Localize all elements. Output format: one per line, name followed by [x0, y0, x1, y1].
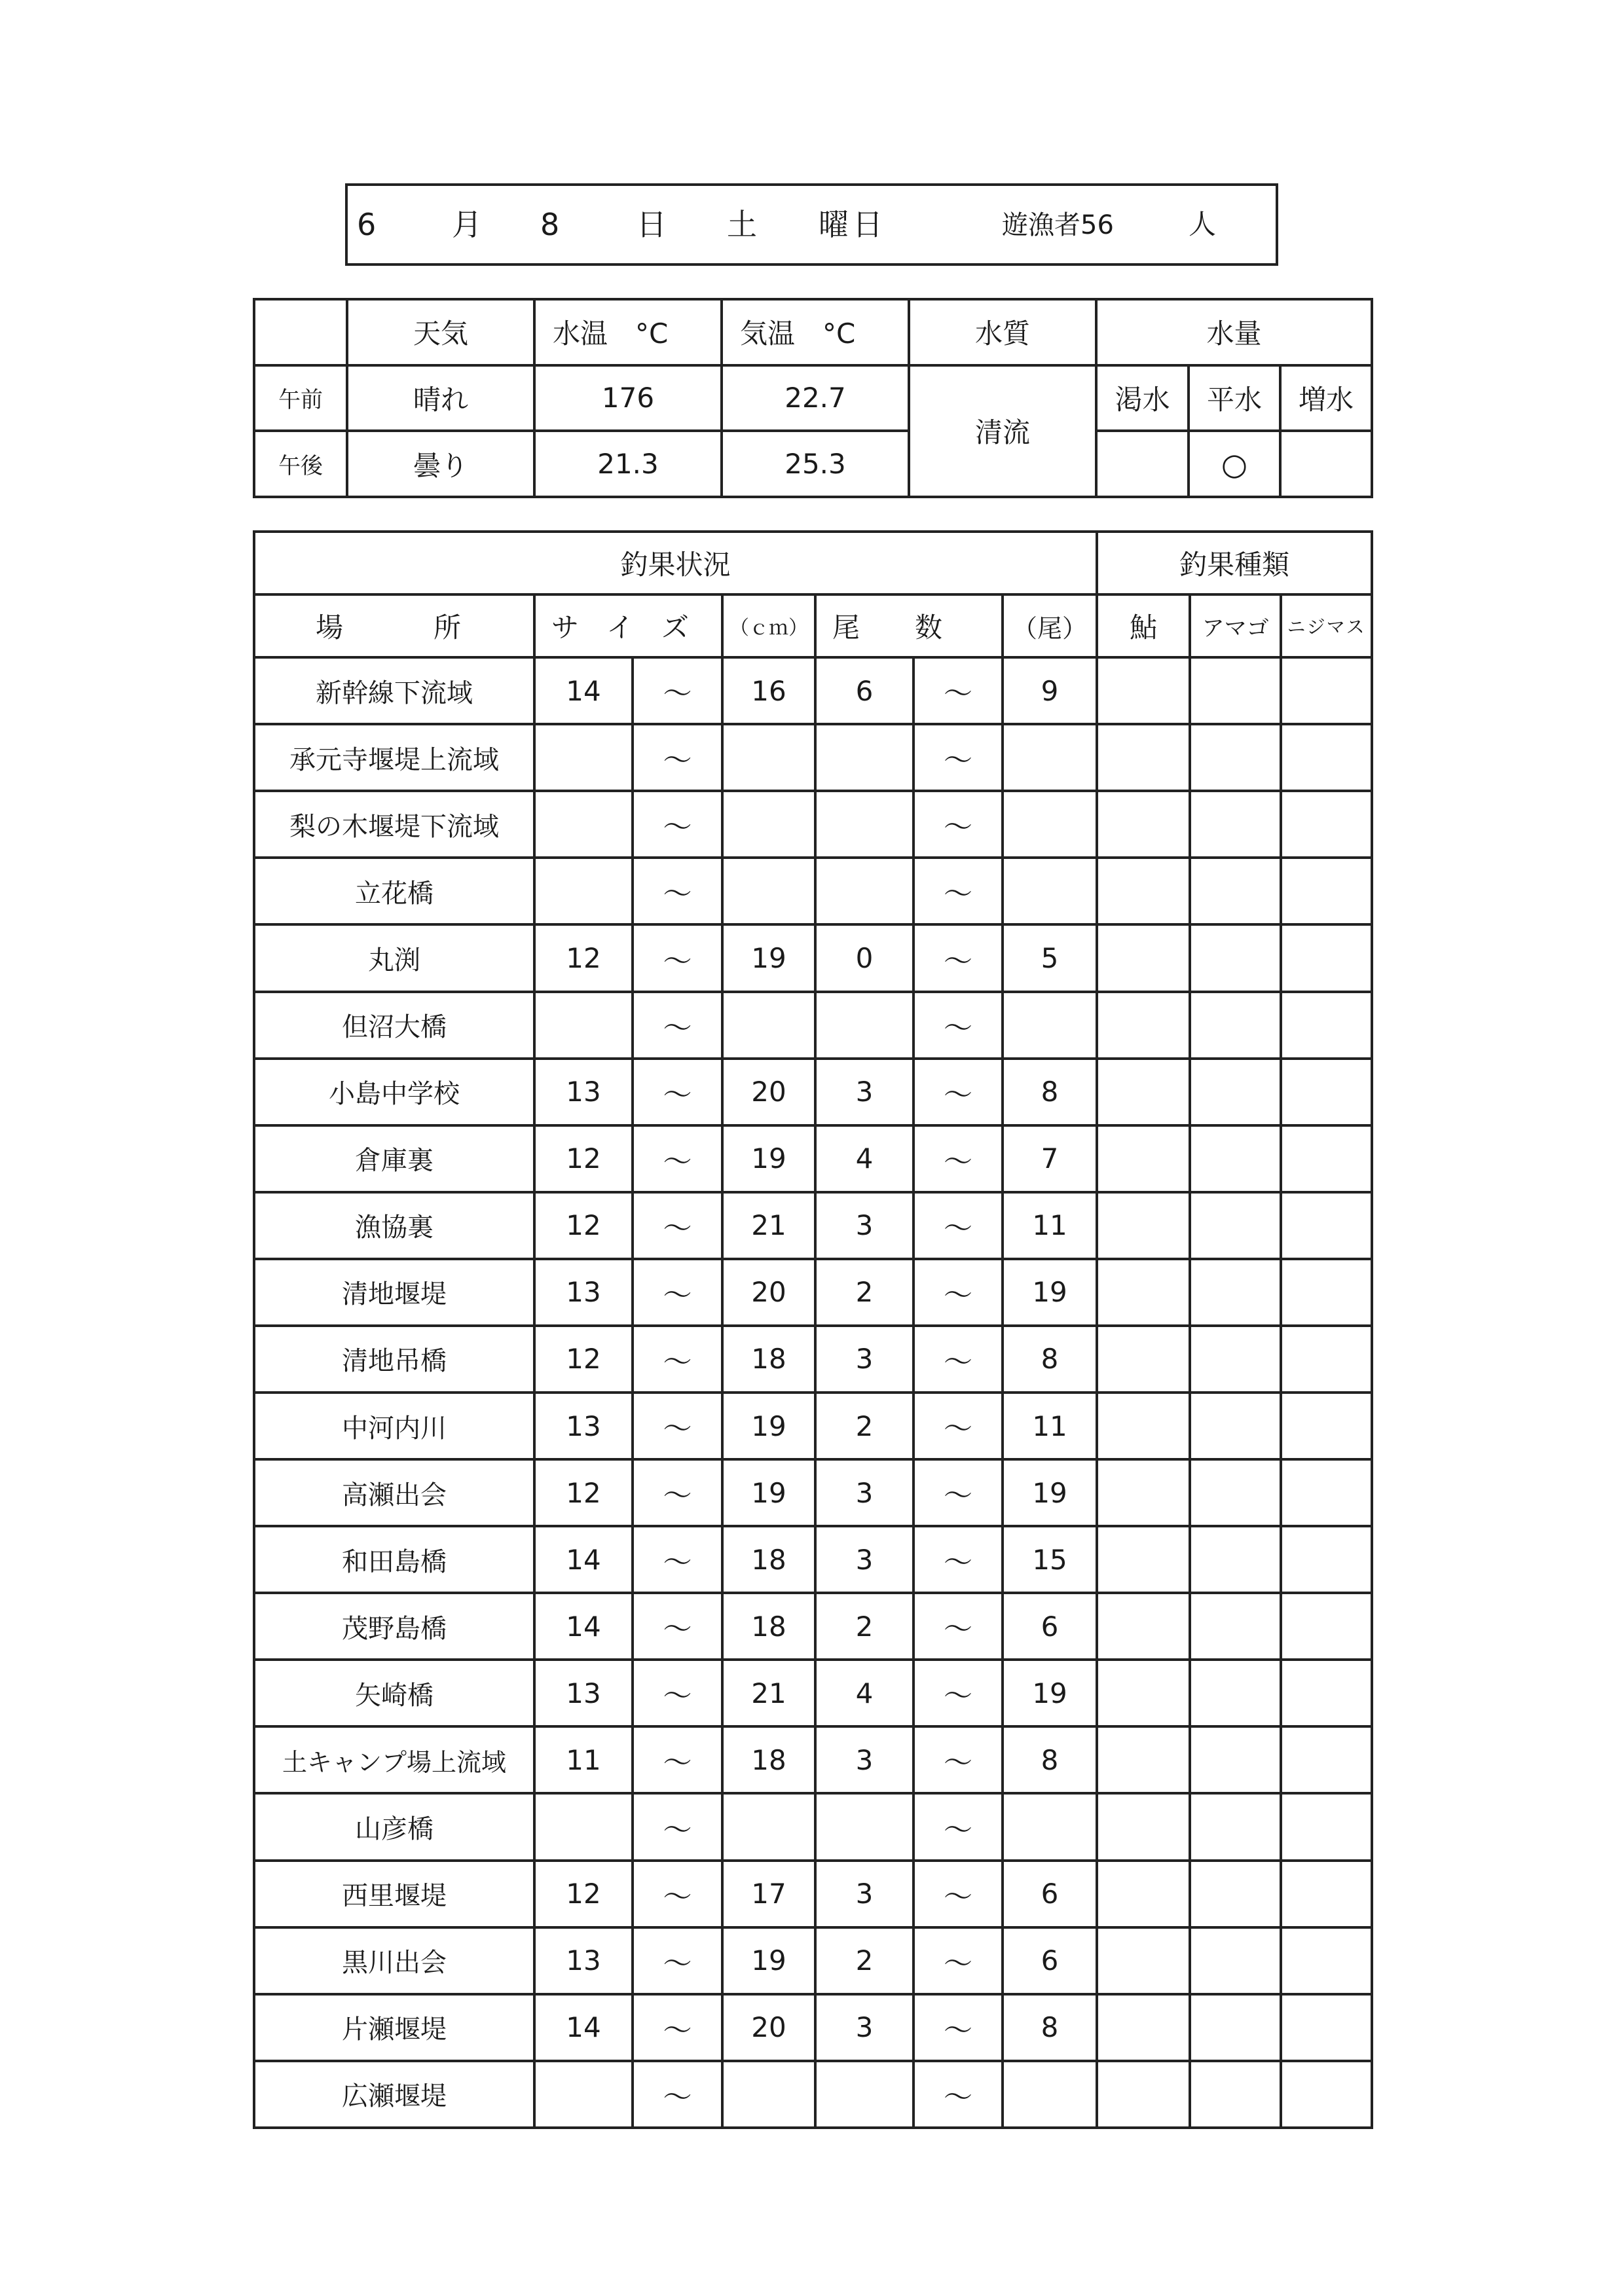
species-amago-cell: [1190, 1660, 1281, 1726]
species-nijimasu-cell: [1281, 1927, 1372, 1994]
volume-normal-label: 平水: [1189, 365, 1280, 431]
species-amago-cell: [1190, 1526, 1281, 1593]
count-max-cell: 6: [1003, 1593, 1097, 1660]
place-cell: 黒川出会: [254, 1927, 534, 1994]
size-max-cell: 20: [722, 1259, 815, 1326]
am-air-temp: 22.7: [722, 365, 909, 431]
place-cell: 倉庫裏: [254, 1125, 534, 1192]
count-range-tilde: 〜: [913, 1994, 1003, 2061]
col-size-unit: （ｃｍ）: [722, 594, 815, 657]
count-range-tilde: 〜: [913, 1059, 1003, 1125]
species-amago-cell: [1190, 1326, 1281, 1393]
count-max-cell: 11: [1003, 1192, 1097, 1259]
size-min-cell: 12: [534, 924, 633, 991]
count-range-tilde: 〜: [913, 1861, 1003, 1927]
species-ayu-cell: [1097, 1059, 1190, 1125]
place-cell: 高瀬出会: [254, 1459, 534, 1526]
pm-weather: 曇り: [347, 431, 534, 497]
species-nijimasu-cell: [1281, 924, 1372, 991]
size-min-cell: 12: [534, 1459, 633, 1526]
count-max-cell: 19: [1003, 1259, 1097, 1326]
count-min-cell: [815, 1793, 913, 1860]
place-cell: 中河内川: [254, 1393, 534, 1459]
species-ayu-cell: [1097, 1593, 1190, 1660]
catch-status-header: 釣果状況: [254, 532, 1097, 594]
anglers-unit: 人: [1189, 208, 1217, 240]
count-max-cell: 8: [1003, 1059, 1097, 1125]
count-max-cell: 19: [1003, 1660, 1097, 1726]
size-range-tilde: 〜: [633, 1994, 722, 2061]
size-min-cell: 14: [534, 1994, 633, 2061]
species-nijimasu-cell: [1281, 791, 1372, 858]
table-row: [254, 924, 1372, 991]
species-nijimasu-cell: [1281, 1593, 1372, 1660]
table-row: [254, 992, 1372, 1059]
table-row: [254, 1059, 1372, 1125]
species-ayu-cell: [1097, 1793, 1190, 1860]
place-cell: 梨の木堰堤下流域: [254, 791, 534, 858]
species-amago-cell: [1190, 1259, 1281, 1326]
size-max-cell: 18: [722, 1726, 815, 1793]
count-max-cell: [1003, 858, 1097, 924]
catch-species-header: 釣果種類: [1097, 532, 1372, 594]
species-amago-cell: [1190, 1393, 1281, 1459]
table-row: [254, 724, 1372, 791]
table-row: [254, 1726, 1372, 1793]
species-amago-cell: [1190, 1059, 1281, 1125]
species-nijimasu-cell: [1281, 1459, 1372, 1526]
size-min-cell: [534, 2061, 633, 2128]
weekday-value: 土: [727, 207, 757, 242]
place-cell: 承元寺堰堤上流域: [254, 724, 534, 791]
count-range-tilde: 〜: [913, 1593, 1003, 1660]
count-max-cell: 6: [1003, 1927, 1097, 1994]
species-nijimasu-cell: [1281, 858, 1372, 924]
col-volume-header: 水量: [1096, 299, 1372, 365]
species-ayu-cell: [1097, 1326, 1190, 1393]
species-nijimasu-cell: [1281, 1994, 1372, 2061]
place-cell: 漁協裏: [254, 1192, 534, 1259]
count-max-cell: 19: [1003, 1459, 1097, 1526]
count-min-cell: 3: [815, 1526, 913, 1593]
count-range-tilde: 〜: [913, 657, 1003, 724]
count-range-tilde: 〜: [913, 2061, 1003, 2128]
size-range-tilde: 〜: [633, 791, 722, 858]
size-min-cell: [534, 1793, 633, 1860]
am-weather: 晴れ: [347, 365, 534, 431]
table-row: [254, 657, 1372, 724]
volume-low-label: 渇水: [1096, 365, 1189, 431]
size-max-cell: [722, 992, 815, 1059]
size-min-cell: 13: [534, 1059, 633, 1125]
volume-high-label: 増水: [1280, 365, 1372, 431]
species-nijimasu-cell: [1281, 1192, 1372, 1259]
size-max-cell: [722, 724, 815, 791]
am-label: 午前: [254, 365, 347, 431]
count-max-cell: 8: [1003, 1326, 1097, 1393]
species-ayu-cell: [1097, 1259, 1190, 1326]
count-min-cell: 3: [815, 1861, 913, 1927]
species-amago-cell: [1190, 1994, 1281, 2061]
place-cell: 茂野島橋: [254, 1593, 534, 1660]
count-max-cell: 5: [1003, 924, 1097, 991]
count-min-cell: 3: [815, 1326, 913, 1393]
weather-corner-cell: [254, 299, 347, 365]
col-size-header: サ イ ズ: [534, 594, 722, 657]
count-range-tilde: 〜: [913, 1125, 1003, 1192]
place-cell: 清地吊橋: [254, 1326, 534, 1393]
size-range-tilde: 〜: [633, 858, 722, 924]
species-ayu-cell: [1097, 1660, 1190, 1726]
count-min-cell: [815, 992, 913, 1059]
place-cell: 広瀬堰堤: [254, 2061, 534, 2128]
size-range-tilde: 〜: [633, 657, 722, 724]
size-range-tilde: 〜: [633, 924, 722, 991]
size-max-cell: 19: [722, 1125, 815, 1192]
species-amago-header: アマゴ: [1190, 594, 1281, 657]
species-ayu-cell: [1097, 2061, 1190, 2128]
species-ayu-cell: [1097, 1526, 1190, 1593]
species-amago-cell: [1190, 1593, 1281, 1660]
count-min-cell: 2: [815, 1927, 913, 1994]
size-min-cell: 12: [534, 1125, 633, 1192]
size-min-cell: [534, 992, 633, 1059]
size-min-cell: 13: [534, 1660, 633, 1726]
count-max-cell: 15: [1003, 1526, 1097, 1593]
water-quality-value: 清流: [909, 365, 1096, 497]
species-nijimasu-header: ニジマス: [1281, 594, 1372, 657]
size-range-tilde: 〜: [633, 1059, 722, 1125]
volume-low-mark: [1096, 431, 1189, 497]
species-nijimasu-cell: [1281, 724, 1372, 791]
size-max-cell: 20: [722, 1994, 815, 2061]
pm-label: 午後: [254, 431, 347, 497]
species-ayu-cell: [1097, 1861, 1190, 1927]
species-ayu-cell: [1097, 924, 1190, 991]
count-min-cell: [815, 2061, 913, 2128]
size-range-tilde: 〜: [633, 1393, 722, 1459]
count-min-cell: 3: [815, 1994, 913, 2061]
species-ayu-cell: [1097, 858, 1190, 924]
species-ayu-cell: [1097, 1927, 1190, 1994]
volume-normal-mark: ○: [1189, 431, 1280, 497]
size-range-tilde: 〜: [633, 1192, 722, 1259]
species-ayu-cell: [1097, 657, 1190, 724]
table-row: [254, 1125, 1372, 1192]
count-range-tilde: 〜: [913, 1526, 1003, 1593]
place-cell: 西里堰堤: [254, 1861, 534, 1927]
table-row: [254, 1192, 1372, 1259]
size-max-cell: 20: [722, 1059, 815, 1125]
count-max-cell: [1003, 2061, 1097, 2128]
species-amago-cell: [1190, 924, 1281, 991]
species-ayu-cell: [1097, 1459, 1190, 1526]
count-min-cell: 0: [815, 924, 913, 991]
species-nijimasu-cell: [1281, 1326, 1372, 1393]
table-row: [254, 1393, 1372, 1459]
species-nijimasu-cell: [1281, 992, 1372, 1059]
place-cell: 和田島橋: [254, 1526, 534, 1593]
count-min-cell: 3: [815, 1192, 913, 1259]
size-range-tilde: 〜: [633, 1927, 722, 1994]
size-max-cell: 21: [722, 1660, 815, 1726]
size-range-tilde: 〜: [633, 2061, 722, 2128]
place-cell: 新幹線下流域: [254, 657, 534, 724]
size-range-tilde: 〜: [633, 1593, 722, 1660]
count-max-cell: 8: [1003, 1726, 1097, 1793]
species-ayu-cell: [1097, 1994, 1190, 2061]
count-min-cell: [815, 724, 913, 791]
species-nijimasu-cell: [1281, 1660, 1372, 1726]
pm-air-temp: 25.3: [722, 431, 909, 497]
size-min-cell: [534, 858, 633, 924]
species-ayu-cell: [1097, 992, 1190, 1059]
size-min-cell: 12: [534, 1326, 633, 1393]
species-amago-cell: [1190, 1861, 1281, 1927]
size-max-cell: [722, 2061, 815, 2128]
anglers-label: 遊漁者56: [1002, 210, 1114, 240]
col-quality-header: 水質: [909, 299, 1096, 365]
count-range-tilde: 〜: [913, 858, 1003, 924]
count-range-tilde: 〜: [913, 924, 1003, 991]
table-row: [254, 1660, 1372, 1726]
col-weather-header: 天気: [347, 299, 534, 365]
size-min-cell: 12: [534, 1861, 633, 1927]
place-cell: 立花橋: [254, 858, 534, 924]
species-nijimasu-cell: [1281, 1793, 1372, 1860]
species-amago-cell: [1190, 1927, 1281, 1994]
species-nijimasu-cell: [1281, 1259, 1372, 1326]
count-range-tilde: 〜: [913, 1259, 1003, 1326]
species-ayu-cell: [1097, 1393, 1190, 1459]
species-amago-cell: [1190, 2061, 1281, 2128]
place-cell: 山彦橋: [254, 1793, 534, 1860]
place-cell: 丸渕: [254, 924, 534, 991]
place-cell: 土キャンプ場上流域: [254, 1726, 534, 1793]
species-ayu-cell: [1097, 1726, 1190, 1793]
species-nijimasu-cell: [1281, 1393, 1372, 1459]
table-row: [254, 791, 1372, 858]
count-range-tilde: 〜: [913, 724, 1003, 791]
count-range-tilde: 〜: [913, 1660, 1003, 1726]
species-nijimasu-cell: [1281, 657, 1372, 724]
species-nijimasu-cell: [1281, 1526, 1372, 1593]
species-ayu-header: 鮎: [1097, 594, 1190, 657]
species-amago-cell: [1190, 1459, 1281, 1526]
species-nijimasu-cell: [1281, 1059, 1372, 1125]
place-cell: 小島中学校: [254, 1059, 534, 1125]
species-amago-cell: [1190, 1192, 1281, 1259]
count-max-cell: 6: [1003, 1861, 1097, 1927]
species-ayu-cell: [1097, 1125, 1190, 1192]
table-row: [254, 1593, 1372, 1660]
size-max-cell: 19: [722, 1393, 815, 1459]
col-air-temp-header: 気温 °C: [722, 299, 909, 365]
size-min-cell: 13: [534, 1927, 633, 1994]
place-cell: 片瀬堰堤: [254, 1994, 534, 2061]
count-range-tilde: 〜: [913, 1927, 1003, 1994]
species-amago-cell: [1190, 858, 1281, 924]
size-range-tilde: 〜: [633, 992, 722, 1059]
species-ayu-cell: [1097, 1192, 1190, 1259]
size-max-cell: 16: [722, 657, 815, 724]
species-amago-cell: [1190, 1726, 1281, 1793]
size-range-tilde: 〜: [633, 1861, 722, 1927]
date-header-box: [345, 183, 1278, 266]
size-range-tilde: 〜: [633, 1793, 722, 1860]
species-amago-cell: [1190, 724, 1281, 791]
weekday-label: 曜日: [819, 207, 887, 242]
count-max-cell: 9: [1003, 657, 1097, 724]
col-water-temp-header: 水温 °C: [534, 299, 722, 365]
species-amago-cell: [1190, 992, 1281, 1059]
species-amago-cell: [1190, 791, 1281, 858]
day-label: 日: [637, 207, 667, 242]
size-max-cell: 18: [722, 1326, 815, 1393]
size-min-cell: 11: [534, 1726, 633, 1793]
col-count-unit: （尾）: [1003, 594, 1097, 657]
count-min-cell: 6: [815, 657, 913, 724]
size-range-tilde: 〜: [633, 1326, 722, 1393]
count-range-tilde: 〜: [913, 992, 1003, 1059]
table-row: [254, 1326, 1372, 1393]
table-row: [254, 858, 1372, 924]
size-range-tilde: 〜: [633, 1660, 722, 1726]
size-min-cell: 12: [534, 1192, 633, 1259]
size-min-cell: [534, 791, 633, 858]
place-cell: 矢崎橋: [254, 1660, 534, 1726]
count-max-cell: [1003, 724, 1097, 791]
count-min-cell: 2: [815, 1259, 913, 1326]
species-nijimasu-cell: [1281, 1125, 1372, 1192]
size-min-cell: 14: [534, 1526, 633, 1593]
size-max-cell: [722, 791, 815, 858]
count-min-cell: 4: [815, 1125, 913, 1192]
place-cell: 但沼大橋: [254, 992, 534, 1059]
size-range-tilde: 〜: [633, 1526, 722, 1593]
size-range-tilde: 〜: [633, 1726, 722, 1793]
species-amago-cell: [1190, 1125, 1281, 1192]
size-range-tilde: 〜: [633, 1259, 722, 1326]
size-min-cell: 13: [534, 1393, 633, 1459]
count-max-cell: 8: [1003, 1994, 1097, 2061]
count-min-cell: 4: [815, 1660, 913, 1726]
count-max-cell: 7: [1003, 1125, 1097, 1192]
size-range-tilde: 〜: [633, 1459, 722, 1526]
count-max-cell: [1003, 1793, 1097, 1860]
count-max-cell: [1003, 992, 1097, 1059]
count-range-tilde: 〜: [913, 1793, 1003, 1860]
count-min-cell: 3: [815, 1459, 913, 1526]
count-range-tilde: 〜: [913, 1726, 1003, 1793]
place-cell: 清地堰堤: [254, 1259, 534, 1326]
month-value: 6: [357, 207, 377, 242]
catch-table: [253, 530, 1373, 2129]
size-max-cell: [722, 1793, 815, 1860]
count-range-tilde: 〜: [913, 1192, 1003, 1259]
am-water-temp: 176: [534, 365, 722, 431]
size-min-cell: 14: [534, 657, 633, 724]
table-row: [254, 1793, 1372, 1860]
species-nijimasu-cell: [1281, 1861, 1372, 1927]
count-range-tilde: 〜: [913, 1326, 1003, 1393]
size-min-cell: 14: [534, 1593, 633, 1660]
table-row: [254, 1259, 1372, 1326]
count-max-cell: [1003, 791, 1097, 858]
size-max-cell: 18: [722, 1593, 815, 1660]
pm-water-temp: 21.3: [534, 431, 722, 497]
size-max-cell: 21: [722, 1192, 815, 1259]
count-min-cell: 3: [815, 1059, 913, 1125]
table-row: [254, 1861, 1372, 1927]
count-min-cell: [815, 858, 913, 924]
table-row: [254, 1459, 1372, 1526]
species-amago-cell: [1190, 657, 1281, 724]
volume-high-mark: [1280, 431, 1372, 497]
table-row: [254, 2061, 1372, 2128]
size-max-cell: 17: [722, 1861, 815, 1927]
size-max-cell: 19: [722, 1459, 815, 1526]
table-row: [254, 1526, 1372, 1593]
count-min-cell: 2: [815, 1593, 913, 1660]
count-min-cell: 2: [815, 1393, 913, 1459]
size-max-cell: 19: [722, 1927, 815, 1994]
table-row: [254, 1994, 1372, 2061]
count-range-tilde: 〜: [913, 791, 1003, 858]
size-range-tilde: 〜: [633, 1125, 722, 1192]
day-value: 8: [540, 207, 560, 242]
size-max-cell: 19: [722, 924, 815, 991]
species-ayu-cell: [1097, 724, 1190, 791]
size-max-cell: 18: [722, 1526, 815, 1593]
size-range-tilde: 〜: [633, 724, 722, 791]
species-ayu-cell: [1097, 791, 1190, 858]
count-min-cell: [815, 791, 913, 858]
species-amago-cell: [1190, 1793, 1281, 1860]
size-min-cell: 13: [534, 1259, 633, 1326]
size-min-cell: [534, 724, 633, 791]
col-place-header: 場 所: [254, 594, 534, 657]
month-label: 月: [452, 207, 482, 242]
col-count-header: 尾 数: [815, 594, 1003, 657]
count-range-tilde: 〜: [913, 1393, 1003, 1459]
count-max-cell: 11: [1003, 1393, 1097, 1459]
table-row: [254, 1927, 1372, 1994]
size-max-cell: [722, 858, 815, 924]
species-nijimasu-cell: [1281, 1726, 1372, 1793]
weather-table: [253, 298, 1373, 498]
count-min-cell: 3: [815, 1726, 913, 1793]
count-range-tilde: 〜: [913, 1459, 1003, 1526]
species-nijimasu-cell: [1281, 2061, 1372, 2128]
